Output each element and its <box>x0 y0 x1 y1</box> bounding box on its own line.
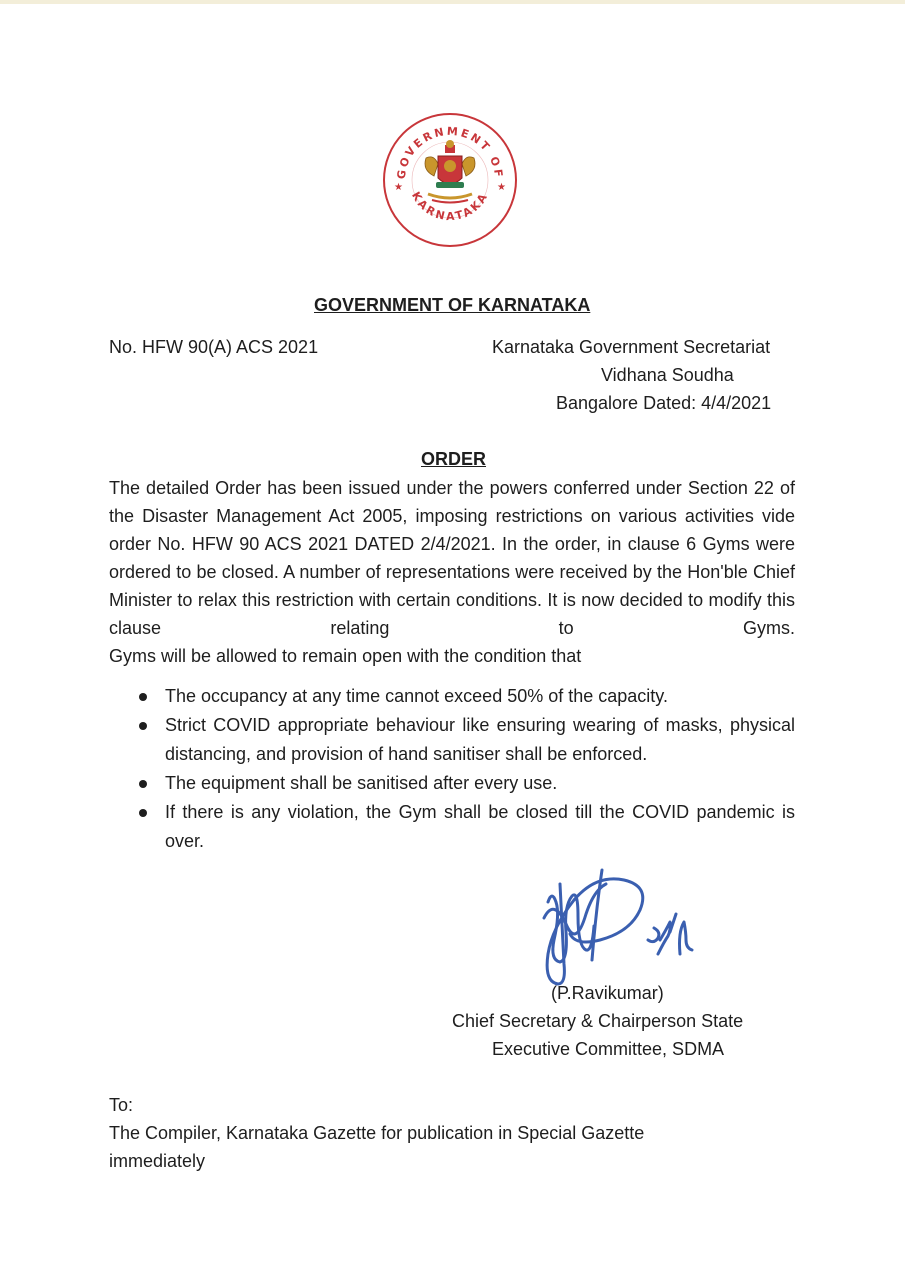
condition-text: Strict COVID appropriate behaviour like ensuring wearing of masks, physical distancing, and provision of hand sanitiser shall be enforced. <box>165 715 795 764</box>
seal-text-top: GOVERNMENT OF <box>394 124 506 180</box>
signatory-designation-1: Chief Secretary & Chairperson State <box>452 1011 744 1031</box>
recipient-line-2: immediately <box>109 1151 206 1171</box>
address-line-2: Vidhana Soudha <box>601 365 734 385</box>
emblem-icon <box>425 140 475 203</box>
bullet-icon <box>139 722 147 730</box>
list-item <box>109 711 795 769</box>
list-item <box>109 682 795 711</box>
condition-text: The equipment shall be sanitised after every use. <box>165 773 558 793</box>
order-paragraph: The detailed Order has been issued under the powers conferred under Section 22 of the Disaster Management Act 2005, imposing restrictions on various activities vide order No. HFW 90 ACS 2021 DATED 2/4/2021. In the order, in clause 6 Gyms were ordered to be closed. A number of representations were received by the Hon'ble Chief Minister to relax this restriction with certain conditions. It is now decided to modify this clause relating to Gyms. <box>109 478 795 638</box>
order-heading: ORDER <box>421 449 487 469</box>
svg-text:KARNATAKA <box>409 190 491 224</box>
list-item <box>109 769 795 798</box>
svg-text:★: ★ <box>394 182 403 193</box>
list-item <box>109 798 795 856</box>
conditions-intro: Gyms will be allowed to remain open with the condition that <box>109 646 582 666</box>
condition-text: If there is any violation, the Gym shall be closed till the COVID pandemic is over. <box>165 802 795 851</box>
seal-text-bottom: KARNATAKA <box>409 189 491 224</box>
address-line-1: Karnataka Government Secretariat <box>492 337 771 357</box>
bullet-icon <box>139 780 147 788</box>
to-label: To: <box>109 1095 134 1115</box>
karnataka-seal-logo <box>382 112 518 248</box>
svg-text:★: ★ <box>497 182 506 193</box>
conditions-list <box>109 682 795 856</box>
order-body <box>109 474 795 670</box>
signatory-designation-2: Executive Committee, SDMA <box>492 1039 725 1059</box>
bullet-icon <box>139 693 147 701</box>
page-top-edge <box>0 0 905 4</box>
recipient-line-1: The Compiler, Karnataka Gazette for publication in Special Gazette <box>109 1123 645 1143</box>
document-title: GOVERNMENT OF KARNATAKA <box>314 295 591 315</box>
bullet-icon <box>139 809 147 817</box>
order-number: No. HFW 90(A) ACS 2021 <box>109 337 319 357</box>
signatory-name: (P.Ravikumar) <box>551 983 664 1003</box>
condition-text: The occupancy at any time cannot exceed 50% of the capacity. <box>165 686 668 706</box>
dated-line: Bangalore Dated: 4/4/2021 <box>556 393 772 413</box>
